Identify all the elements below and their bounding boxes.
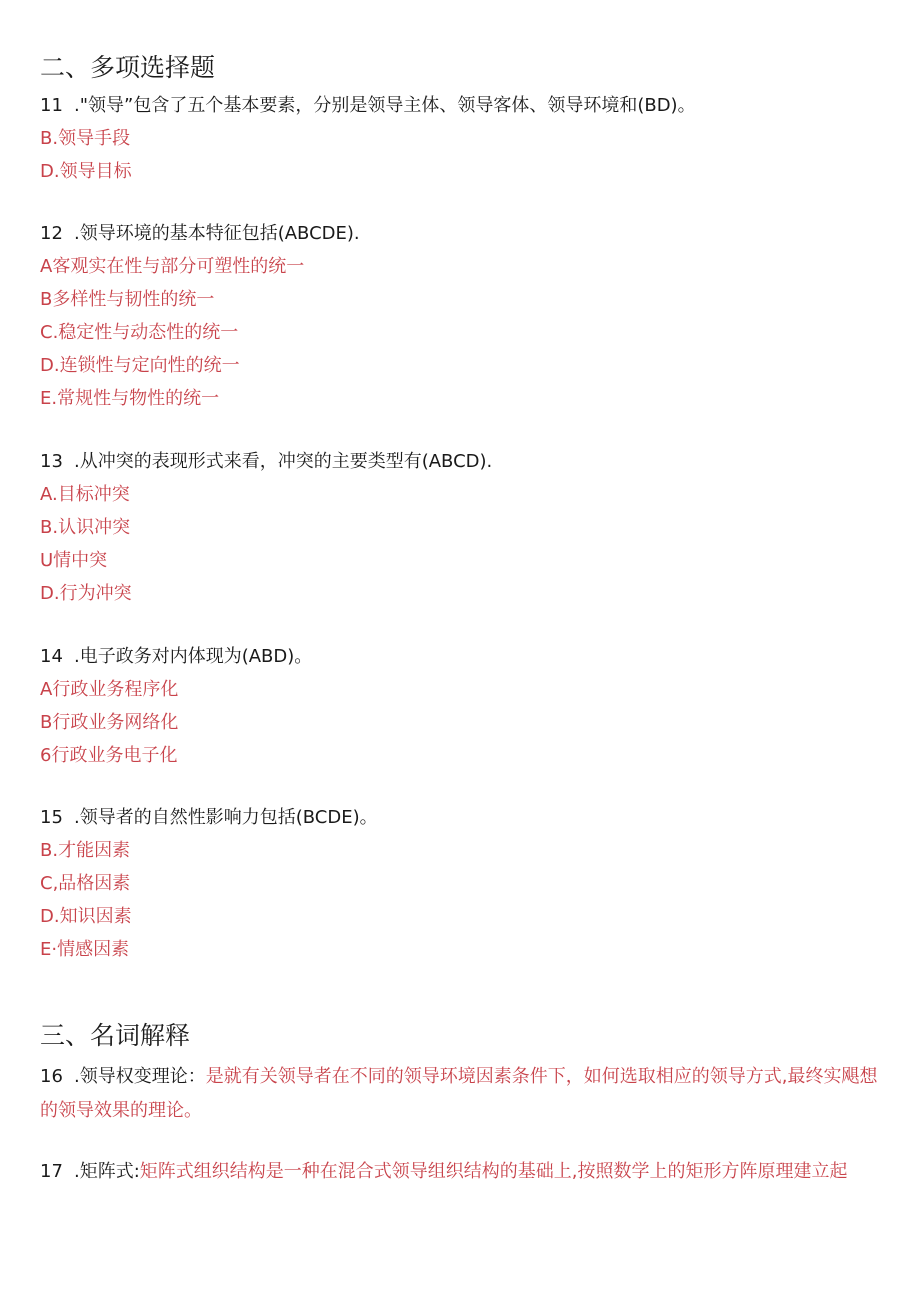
answer-option: A行政业务程序化 xyxy=(40,679,179,700)
answer-option: A.目标冲突 xyxy=(40,484,130,505)
question-number: 15 xyxy=(40,807,63,828)
answer-option: A客观实在性与部分可塑性的统一 xyxy=(40,256,305,277)
question-text: ."领导”包含了五个基本要素，分别是领导主体、领导客体、领导环境和(BD)。 xyxy=(74,95,696,116)
term-17 xyxy=(40,1155,880,1189)
question-text: .领导者的自然性影响力包括(BCDE)。 xyxy=(74,807,378,828)
answer-option: B.领导手段 xyxy=(40,128,131,149)
question-number: 13 xyxy=(40,451,63,472)
question-number: 11 xyxy=(40,95,63,116)
answer-option: D.连锁性与定向性的统一 xyxy=(40,355,240,376)
question-11 xyxy=(40,94,696,118)
question-number: 12 xyxy=(40,223,63,244)
term-label: .矩阵式: xyxy=(74,1161,140,1182)
answer-option: U情中突 xyxy=(40,550,108,571)
answer-option: D.知识因素 xyxy=(40,906,132,927)
term-number: 17 xyxy=(40,1161,63,1182)
answer-option: C,品格因素 xyxy=(40,873,131,894)
section-heading-term-definitions: 三、名词解释 xyxy=(40,1021,191,1050)
term-label: .领导权变理论： xyxy=(74,1066,206,1087)
answer-option: B行政业务网络化 xyxy=(40,712,179,733)
question-text: .从冲突的表现形式来看，冲突的主要类型有(ABCD). xyxy=(74,451,493,472)
term-16 xyxy=(40,1060,880,1128)
answer-option: E·情感因素 xyxy=(40,939,130,960)
term-definition: 是就有关领导者在不同的领导环境因素条件下，如何选取相应的领导方式,最终实飓想的领导效果的理论。 xyxy=(40,1066,878,1121)
question-text: .领导环境的基本特征包括(ABCDE). xyxy=(74,223,360,244)
answer-option: B多样性与韧性的统一 xyxy=(40,289,215,310)
answer-option: B.才能因素 xyxy=(40,840,131,861)
answer-option: D.领导目标 xyxy=(40,161,132,182)
question-15 xyxy=(40,806,378,830)
section-heading-multiple-choice: 二、多项选择题 xyxy=(40,53,216,82)
question-text: .电子政务对内体现为(ABD)。 xyxy=(74,646,313,667)
answer-option: E.常规性与物性的统一 xyxy=(40,388,220,409)
term-number: 16 xyxy=(40,1066,63,1087)
question-number: 14 xyxy=(40,646,63,667)
answer-option: B.认识冲突 xyxy=(40,517,131,538)
answer-option: C.稳定性与动态性的统一 xyxy=(40,322,239,343)
question-14 xyxy=(40,645,312,669)
answer-option: D.行为冲突 xyxy=(40,583,132,604)
question-13 xyxy=(40,450,492,474)
term-definition: 矩阵式组织结构是一种在混合式领导组织结构的基础上,按照数学上的矩形方阵原理建立起 xyxy=(139,1161,848,1182)
question-12 xyxy=(40,222,360,246)
answer-option: 6行政业务电子化 xyxy=(40,745,178,766)
